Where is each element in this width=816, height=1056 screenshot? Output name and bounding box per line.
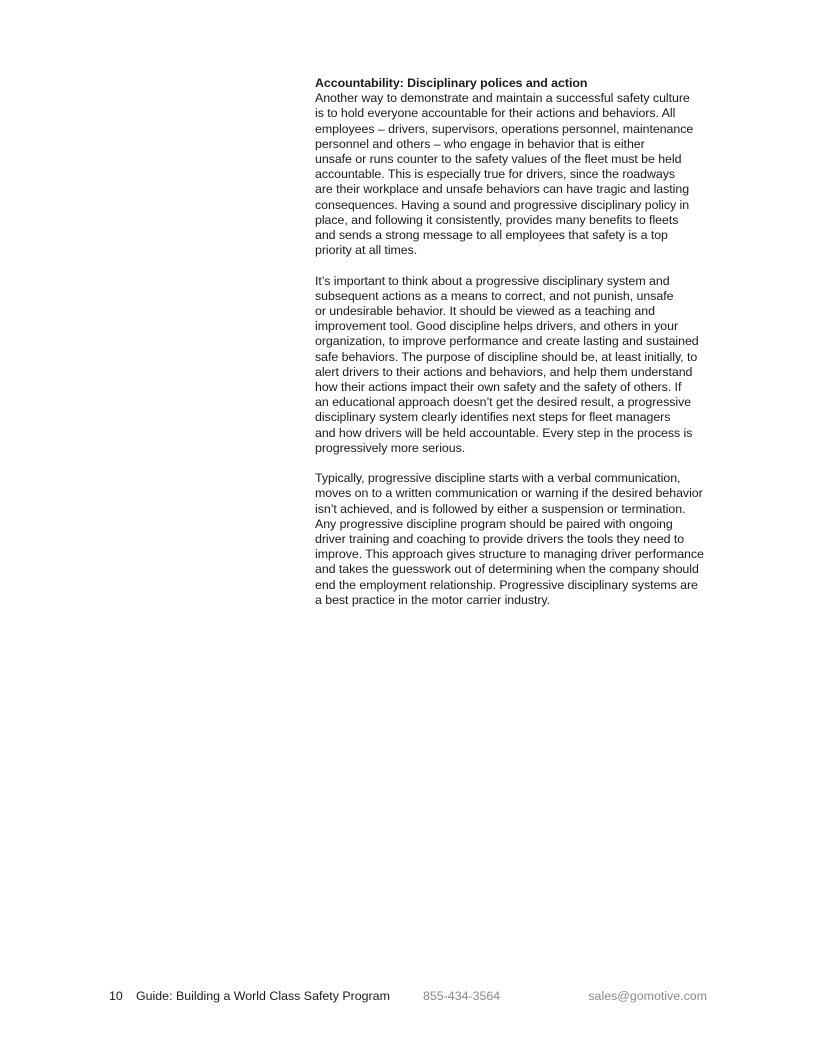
text-line: progressively more serious. — [315, 440, 466, 455]
text-line: unsafe or runs counter to the safety values of the fleet must be held — [315, 152, 682, 167]
text-line: how their actions impact their own safety and the safety of others. If — [315, 380, 682, 395]
text-line: personnel and others – who engage in behavior that is either — [315, 136, 645, 151]
text-line: and how drivers will be held accountable. Every step in the process is — [315, 425, 693, 440]
paragraph-accountability — [315, 91, 711, 258]
text-line: Typically, progressive discipline starts with a verbal communication, — [315, 471, 681, 486]
page-number: 10 — [109, 989, 123, 1003]
text-line: subsequent actions as a means to correct, and not punish, unsafe — [315, 288, 674, 303]
text-line: priority at all times. — [315, 243, 418, 258]
text-line: end the employment relationship. Progressive disciplinary systems are — [315, 577, 698, 592]
phone-number[interactable]: 855-434-3564 — [423, 989, 501, 1003]
text-line: accountable. This is especially true for drivers, since the roadways — [315, 167, 676, 182]
page-footer — [0, 988, 816, 1006]
text-line: driver training and coaching to provide drivers the tools they need to — [315, 532, 685, 547]
text-line: Any progressive discipline program should be paired with ongoing — [315, 516, 673, 531]
text-line: or undesirable behavior. It should be viewed as a teaching and — [315, 304, 655, 319]
text-line: safe behaviors. The purpose of discipline should be, at least initially, to — [315, 349, 698, 364]
main-content — [315, 76, 711, 623]
paragraph-progressive-system — [315, 274, 711, 456]
text-line: consequences. Having a sound and progressive disciplinary policy in — [315, 197, 690, 212]
guide-title: Guide: Building a World Class Safety Program — [136, 989, 390, 1003]
text-line: improve. This approach gives structure to managing driver performance — [315, 547, 704, 562]
text-line: place, and following it consistently, provides many benefits to fleets — [315, 212, 679, 227]
text-line: a best practice in the motor carrier industry. — [315, 592, 551, 607]
text-line: an educational approach doesn’t get the desired result, a progressive — [315, 395, 692, 410]
text-line: organization, to improve performance and create lasting and sustained — [315, 334, 699, 349]
text-line: improvement tool. Good discipline helps drivers, and others in your — [315, 319, 679, 334]
text-line: alert drivers to their actions and behaviors, and help them understand — [315, 364, 693, 379]
text-line: Another way to demonstrate and maintain a successful safety culture — [315, 91, 690, 106]
paragraph-typical-discipline — [315, 471, 711, 608]
text-line: and sends a strong message to all employees that safety is a top — [315, 228, 668, 243]
section-heading: Accountability: Disciplinary polices and action — [315, 76, 588, 90]
text-line: It’s important to think about a progressive disciplinary system and — [315, 273, 670, 288]
text-line: disciplinary system clearly identifies next steps for fleet managers — [315, 410, 671, 425]
text-line: employees – drivers, supervisors, operations personnel, maintenance — [315, 121, 694, 136]
email-link[interactable]: sales@gomotive.com — [588, 989, 707, 1003]
text-line: isn’t achieved, and is followed by either a suspension or termination. — [315, 501, 686, 516]
text-line: moves on to a written communication or warning if the desired behavior — [315, 486, 703, 501]
text-line: and takes the guesswork out of determining when the company should — [315, 562, 699, 577]
text-line: is to hold everyone accountable for their actions and behaviors. All — [315, 106, 676, 121]
text-line: are their workplace and unsafe behaviors can have tragic and lasting — [315, 182, 690, 197]
